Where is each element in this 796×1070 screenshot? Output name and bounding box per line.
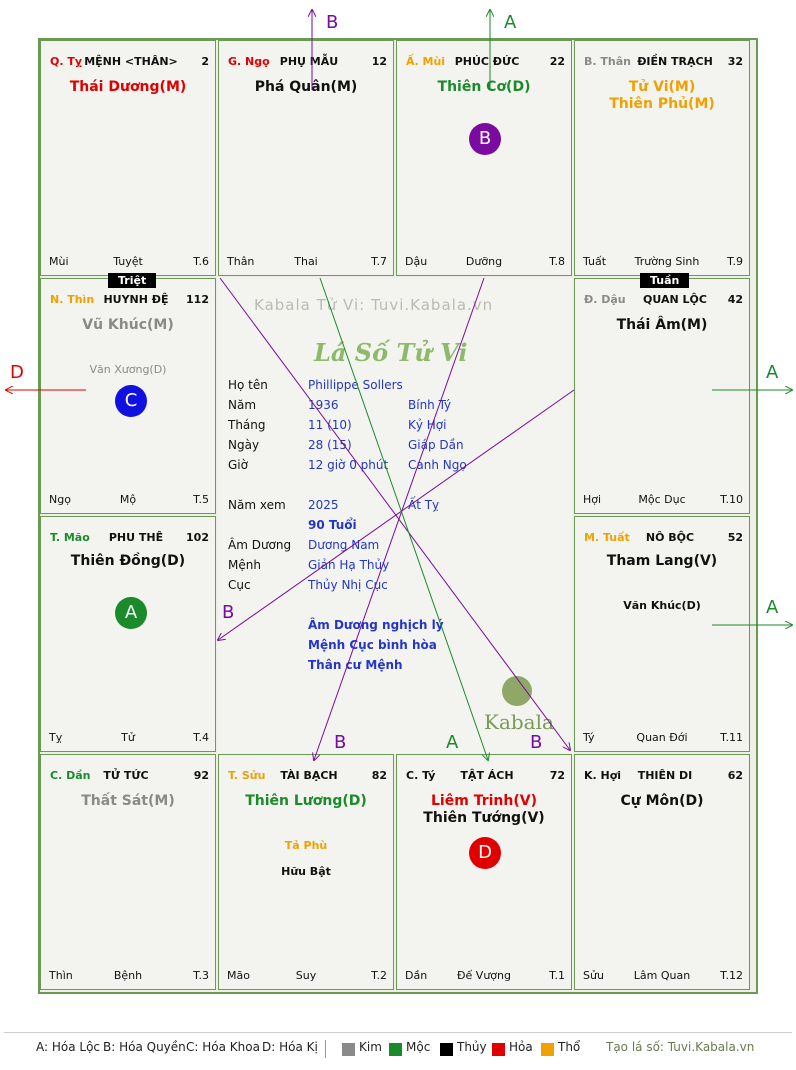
label-ho-ten: Họ tên (228, 378, 268, 392)
swatch-tho (541, 1043, 554, 1056)
swatch-hoa (492, 1043, 505, 1056)
legend-moc: Mộc (406, 1040, 431, 1054)
hoa-ki-marker: D (469, 837, 501, 869)
chart-title: Lá Số Tử Vi (314, 338, 468, 367)
main-star: Cự Môn(D) (620, 793, 704, 809)
bottom-right-label: T.8 (549, 255, 565, 268)
bottom-left-label: Dậu (405, 255, 428, 268)
bottom-middle-label: Dưỡng (465, 255, 503, 268)
legend-divider (4, 1032, 792, 1033)
watermark-text: Kabala Tử Vi: Tuvi.Kabala.vn (254, 296, 494, 314)
label-ngay: Ngày (228, 438, 260, 452)
minor-star: Văn Khúc(D) (623, 599, 701, 612)
bottom-middle-label: Suy (295, 969, 317, 982)
arrow-diag-b2 (218, 390, 574, 640)
arrow-diag-a (320, 278, 488, 760)
bottom-middle-label: Tử (121, 731, 135, 744)
main-star: Thiên Lương(D) (245, 793, 367, 809)
value-ngay-can: Giáp Dần (408, 438, 464, 452)
bottom-left-label: Hợi (583, 493, 602, 506)
hoa-loc-marker: A (115, 597, 147, 629)
minor-star: Tả Phù (284, 839, 328, 852)
palace-number: 32 (727, 55, 743, 68)
legend-hoa: Hỏa (509, 1040, 533, 1054)
label-nam-xem: Năm xem (228, 498, 286, 512)
minor-star-2: Hữu Bật (281, 865, 331, 878)
main-star-2: Thiên Tướng(V) (423, 810, 545, 826)
palace-number: 42 (727, 293, 743, 306)
palace-number: 112 (186, 293, 209, 306)
bottom-left-label: Thìn (49, 969, 73, 982)
bottom-left-label: Tuất (583, 255, 607, 268)
palace-number: 92 (193, 769, 209, 782)
legend-d-label: D: Hóa Kị (262, 1040, 318, 1054)
site-link[interactable]: Tạo lá số: Tuvi.Kabala.vn (606, 1040, 755, 1054)
legend-separator (325, 1040, 326, 1058)
label-nam: Năm (228, 398, 257, 412)
arrow-label-bot-a: A (446, 732, 459, 753)
branch-label: Q. Tỵ (50, 55, 83, 68)
label-am-duong: Âm Dương (228, 538, 292, 552)
bottom-right-label: T.1 (549, 969, 565, 982)
main-star: Thái Âm(M) (616, 317, 708, 333)
bottom-left-label: Tý (583, 731, 595, 744)
palace-number: 12 (371, 55, 387, 68)
branch-label: N. Thìn (50, 293, 95, 306)
value-nam-xem-can: Ất Tỵ (408, 498, 440, 512)
bottom-middle-label: Mộ (119, 493, 137, 506)
bottom-left-label: Sửu (583, 969, 604, 982)
branch-label: C. Dần (50, 769, 91, 782)
bottom-middle-label: Thai (294, 255, 318, 268)
palace-name: THIÊN DI (637, 769, 693, 782)
bottom-middle-label: Mộc Dục (638, 493, 686, 506)
branch-label: T. Mão (50, 531, 90, 544)
note-2: Mệnh Cục bình hòa (308, 638, 437, 652)
branch-label: T. Sửu (228, 769, 266, 782)
main-star: Tham Lang(V) (606, 553, 718, 569)
swatch-kim (342, 1043, 355, 1056)
legend-c-label: C: Hóa Khoa (186, 1040, 260, 1054)
tuan-tag: Tuần (640, 273, 689, 288)
bottom-left-label: Mão (227, 969, 250, 982)
bottom-left-label: Ngọ (49, 493, 71, 506)
arrow-label-left-d: D (10, 362, 24, 383)
value-ho-ten: Phillippe Sollers (308, 378, 403, 392)
palace-name: PHU THÊ (108, 531, 164, 544)
swatch-thuy (440, 1043, 453, 1056)
bottom-right-label: T.6 (193, 255, 209, 268)
value-menh: Giản Hạ Thủy (308, 558, 390, 572)
value-tuoi: 90 Tuổi (308, 518, 357, 532)
main-star: Thiên Đồng(D) (70, 553, 186, 569)
palace-name: TÀI BẠCH (280, 769, 338, 782)
bottom-middle-label: Đế Vượng (457, 969, 511, 982)
note-1: Âm Dương nghịch lý (308, 618, 444, 632)
arrow-label-bot-b1: B (334, 732, 347, 753)
note-3: Thân cư Mệnh (308, 658, 403, 672)
swatch-moc (389, 1043, 402, 1056)
value-cuc: Thủy Nhị Cục (308, 578, 388, 592)
bottom-right-label: T.4 (193, 731, 209, 744)
arrow-label-bot-b2: B (530, 732, 543, 753)
hoa-quyen-marker: B (469, 123, 501, 155)
value-am-duong: Dương Nam (308, 538, 380, 552)
value-nam-xem: 2025 (308, 498, 339, 512)
main-star: Thái Dương(M) (69, 79, 187, 95)
legend-a-label: A: Hóa Lộc (36, 1040, 101, 1054)
label-thang: Tháng (228, 418, 266, 432)
bottom-right-label: T.11 (720, 731, 743, 744)
bottom-left-label: Tỵ (49, 731, 63, 744)
bottom-left-label: Thân (227, 255, 255, 268)
hoa-khoa-marker: C (115, 385, 147, 417)
branch-label: Ấ. Mùi (406, 55, 446, 68)
palace-number: 102 (186, 531, 209, 544)
bottom-right-label: T.9 (727, 255, 743, 268)
arrow-label-top-a: A (504, 12, 517, 33)
palace-name: TỬ TỨC (103, 769, 149, 782)
branch-label: Đ. Dậu (584, 293, 626, 306)
palace-name: HUYNH ĐỆ (103, 293, 169, 306)
main-star: Thiên Cơ(D) (437, 79, 531, 95)
palace-number: 82 (371, 769, 387, 782)
bottom-left-label: Mùi (49, 255, 69, 268)
arrow-diag-b1 (220, 278, 570, 750)
value-thang: 11 (10) (308, 418, 352, 432)
bottom-middle-label: Bệnh (113, 969, 143, 982)
palace-number: 52 (727, 531, 743, 544)
palace-number: 72 (549, 769, 565, 782)
arrow-label-top-b: B (326, 12, 339, 33)
palace-name: NÔ BỘC (645, 531, 695, 544)
arrow-diag-b3 (314, 278, 484, 760)
branch-label: M. Tuất (584, 531, 630, 544)
value-gio: 12 giờ 0 phút (308, 458, 389, 472)
main-star-2: Thiên Phủ(M) (609, 96, 715, 112)
arrow-label-mid-b: B (222, 602, 235, 623)
label-cuc: Cục (228, 578, 251, 592)
branch-label: B. Thân (584, 55, 631, 68)
main-star: Phá Quân(M) (254, 79, 358, 95)
legend-thuy: Thủy (457, 1040, 487, 1054)
palace-name: QUAN LỘC (643, 293, 707, 306)
legend-tho: Thổ (558, 1040, 581, 1054)
main-star: Thất Sát(M) (81, 793, 175, 809)
bottom-middle-label: Trường Sinh (634, 255, 700, 268)
legend-b-label: B: Hóa Quyền (103, 1040, 186, 1054)
bottom-middle-label: Quan Đới (636, 731, 688, 744)
value-nam: 1936 (308, 398, 339, 412)
label-gio: Giờ (228, 458, 248, 472)
main-star: Vũ Khúc(M) (82, 317, 174, 333)
branch-label: G. Ngọ (228, 55, 270, 68)
palace-number: 62 (727, 769, 743, 782)
bottom-right-label: T.10 (720, 493, 743, 506)
branch-label: K. Hợi (584, 769, 622, 782)
arrow-label-right-a1: A (766, 362, 779, 383)
triet-tag: Triệt (108, 273, 156, 288)
bottom-left-label: Dần (405, 969, 428, 982)
kabala-logo-text: Kabala (484, 710, 554, 734)
bottom-right-label: T.12 (720, 969, 743, 982)
bottom-middle-label: Tuyệt (113, 255, 143, 268)
palace-name: TẬT ÁCH (460, 769, 514, 782)
arrow-label-right-a2: A (766, 597, 779, 618)
label-menh: Mệnh (228, 558, 261, 572)
palace-name: PHÚC ĐỨC (454, 55, 520, 68)
palace-number: 22 (549, 55, 565, 68)
legend-kim: Kim (359, 1040, 382, 1054)
main-star: Liêm Trinh(V) (431, 793, 537, 809)
palace-name: MỆNH <THÂN> (84, 55, 178, 68)
value-thang-can: Kỷ Hợi (408, 418, 447, 432)
value-ngay: 28 (15) (308, 438, 352, 452)
value-nam-can: Bính Tý (408, 398, 452, 412)
palace-name: ĐIỀN TRẠCH (637, 55, 713, 68)
minor-star: Văn Xương(D) (89, 363, 167, 376)
value-gio-can: Canh Ngọ (408, 458, 467, 472)
branch-label: C. Tý (406, 769, 436, 782)
bottom-right-label: T.5 (193, 493, 209, 506)
main-star: Tử Vi(M) (628, 79, 696, 95)
bottom-right-label: T.2 (371, 969, 387, 982)
bottom-right-label: T.7 (371, 255, 387, 268)
palace-number: 2 (201, 55, 209, 68)
bottom-middle-label: Lâm Quan (633, 969, 691, 982)
palace-name: PHỤ MẪU (279, 55, 339, 68)
bottom-right-label: T.3 (193, 969, 209, 982)
